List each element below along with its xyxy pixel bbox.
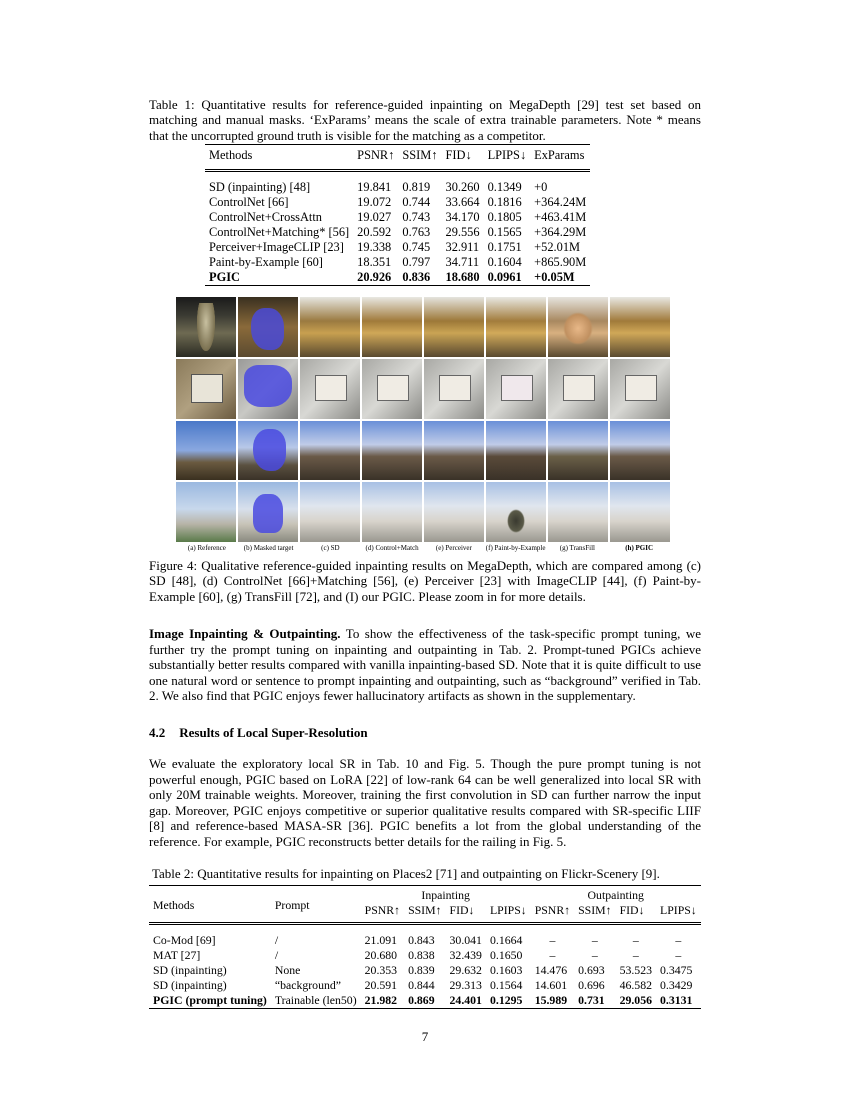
table-row (205, 210, 590, 225)
table-cell: 33.664 (445, 195, 480, 209)
figure-image (610, 482, 670, 542)
table-cell: Paint-by-Example [60] (209, 255, 323, 269)
figure-image (176, 421, 236, 481)
figure-label: (c) SD (321, 544, 340, 552)
table1-caption: Table 1: Quantitative results for reference-guided inpainting on MegaDepth [29] test set based on matching and manual masks. ‘ExParams’ means the scale of extra trainable parameters. Note * means that the uncorrupted ground truth is visible for the matching as a competitor. (149, 97, 701, 143)
table-cell: 32.439 (449, 948, 482, 962)
inpainting-paragraph (149, 626, 701, 704)
table-cell: 30.041 (449, 933, 482, 947)
table-cell: – (632, 948, 639, 962)
table-cell: ControlNet+CrossAttn (209, 210, 322, 224)
table-cell: +0 (534, 180, 548, 194)
table-cell: 29.313 (449, 978, 482, 992)
table-row (149, 948, 701, 963)
section-number: 4.2 (149, 725, 166, 740)
table1-header: FID↓ (445, 148, 472, 162)
section-heading (149, 725, 368, 741)
figure-image (548, 482, 608, 542)
figure-label: (d) Control+Match (365, 544, 419, 552)
figure4-labels (176, 544, 670, 552)
figure-image (238, 359, 298, 419)
table1-header: ExParams (534, 148, 585, 162)
table-cell: 19.027 (357, 210, 392, 224)
table2-header: LPIPS↓ (660, 903, 697, 917)
table-cell: PGIC (prompt tuning) (153, 993, 267, 1007)
figure-image (610, 421, 670, 481)
figure-image (424, 297, 484, 357)
table-cell: 32.911 (445, 240, 480, 254)
table-cell: MAT [27] (153, 948, 201, 962)
table-cell: +52.01M (534, 240, 581, 254)
table-cell: 14.601 (534, 978, 568, 992)
table-cell: 30.260 (445, 180, 480, 194)
figure-label: (a) Reference (187, 544, 226, 552)
table-cell: 0.3429 (660, 978, 693, 992)
table-cell: 0.869 (408, 993, 435, 1007)
table-cell: 0.1751 (487, 240, 522, 254)
table-cell: 20.592 (357, 225, 392, 239)
table1-header: SSIM↑ (402, 148, 438, 162)
figure-label: (f) Paint-by-Example (485, 544, 546, 552)
table-cell: 0.1650 (489, 948, 523, 962)
table-cell: 20.591 (364, 978, 398, 992)
table-cell: 0.1349 (487, 180, 522, 194)
figure-image (300, 359, 360, 419)
figure-image (424, 359, 484, 419)
table-cell: 0.1664 (489, 933, 523, 947)
table-cell: – (675, 948, 682, 962)
table-cell: 0.843 (408, 933, 435, 947)
table-row (149, 963, 701, 978)
paragraph-text: To show the effectiveness of the task-specific prompt tuning, we further try the prompt tuning on inpainting and outpainting in Tab. 2. Prompt-tuned PGICs achieve substantially better results compared with vanilla inpainting-based SD. Note that it is quite difficult to use one natural word or sentence to prompt inpainting and outpainting, such as “background” verified in Tab. 2. We also find that PGIC enjoys fewer hallucinatory artifacts as shown in the supplementary. (149, 626, 701, 704)
figure-image (176, 359, 236, 419)
figure-image (486, 482, 546, 542)
table-cell: / (274, 933, 279, 947)
table-cell: 29.056 (619, 993, 653, 1007)
table2-header: Inpainting (421, 888, 470, 902)
table-cell: 0.731 (578, 993, 605, 1007)
page-number: 7 (421, 1029, 429, 1044)
figure-label: (b) Masked target (243, 544, 294, 552)
table-cell: 0.844 (408, 978, 435, 992)
figure-image (362, 482, 422, 542)
table-cell: Co-Mod [69] (153, 933, 216, 947)
table-cell: 0.745 (402, 240, 431, 254)
figure-image (176, 297, 236, 357)
table1 (205, 144, 590, 286)
table-cell: PGIC (209, 270, 240, 284)
table-row (205, 270, 590, 286)
table-cell: 29.556 (445, 225, 480, 239)
table-cell: – (632, 933, 639, 947)
table2-header: FID↓ (619, 903, 645, 917)
table-cell: – (549, 933, 556, 947)
paragraph-heading: Image Inpainting & Outpainting. (149, 626, 341, 641)
table-cell: SD (inpainting) (153, 963, 227, 977)
figure-image (300, 482, 360, 542)
figure-image (486, 297, 546, 357)
table-cell: 0.763 (402, 225, 431, 239)
table-row (205, 255, 590, 270)
table-cell: 0.3475 (660, 963, 693, 977)
figure-image (362, 297, 422, 357)
table2-header: Methods (153, 897, 195, 912)
figure-image (424, 482, 484, 542)
table-cell: 0.797 (402, 255, 431, 269)
figure-image (300, 297, 360, 357)
table-cell: +463.41M (534, 210, 587, 224)
table-cell: 15.989 (534, 993, 568, 1007)
table-cell: 20.680 (364, 948, 398, 962)
table2 (149, 885, 701, 1009)
figure-image (486, 421, 546, 481)
table-cell: 19.841 (357, 180, 392, 194)
table-cell: ControlNet+Matching* [56] (209, 225, 350, 239)
table-cell: None (274, 963, 301, 977)
figure-image (548, 359, 608, 419)
table-cell: +364.29M (534, 225, 587, 239)
table-row (149, 993, 701, 1009)
figure-label: (e) Perceiver (435, 544, 472, 552)
table-cell: 19.072 (357, 195, 392, 209)
table1-header: PSNR↑ (357, 148, 395, 162)
table-cell: 0.1805 (487, 210, 522, 224)
table-row (149, 933, 701, 948)
table-cell: 0.1603 (489, 963, 523, 977)
table-cell: 18.351 (357, 255, 392, 269)
table-cell: 0.3131 (660, 993, 693, 1007)
figure-image (238, 297, 298, 357)
table-cell: +865.90M (534, 255, 587, 269)
figure-image (486, 359, 546, 419)
section-title: Results of Local Super-Resolution (179, 725, 368, 740)
table2-header-row (149, 886, 701, 904)
table-cell: 0.1604 (487, 255, 522, 269)
table-cell: Perceiver+ImageCLIP [23] (209, 240, 344, 254)
figure-image (362, 359, 422, 419)
table-cell: 0.1816 (487, 195, 522, 209)
table-cell: 0.1295 (489, 993, 523, 1007)
table-cell: 29.632 (449, 963, 482, 977)
figure-image (362, 421, 422, 481)
table-cell: – (591, 933, 598, 947)
local-sr-paragraph: We evaluate the exploratory local SR in Tab. 10 and Fig. 5. Though the pure prompt tuning is not powerful enough, PGIC based on LoRA [22] of low-rank 64 can be well generalized into local SR with only 20M trainable weights. Moreover, training the first convolution in SD can further narrow the input gap. Moreover, PGIC enjoys competitive or superior qualitative results compared with SR-specific LIIF [8] and reference-based MASA-SR [36]. PGIC benefits a lot from the global understanding of the reference. For example, PGIC reconstructs better details for the railing in Fig. 5. (149, 756, 701, 849)
table-cell: 18.680 (445, 270, 480, 284)
table-cell: 0.836 (402, 270, 431, 284)
table2-header: PSNR↑ (534, 903, 571, 917)
table2-header: FID↓ (449, 903, 475, 917)
figure-image (548, 421, 608, 481)
table-cell: 14.476 (534, 963, 568, 977)
table-cell: 0.1564 (489, 978, 523, 992)
figure-image (300, 421, 360, 481)
table2-header: LPIPS↓ (489, 903, 527, 917)
table-cell: ControlNet [66] (209, 195, 289, 209)
table-cell: SD (inpainting) [48] (209, 180, 311, 194)
table-cell: 21.091 (364, 933, 398, 947)
table2-header: Outpainting (587, 888, 644, 902)
table-cell: 34.170 (445, 210, 480, 224)
table-cell: 0.1565 (487, 225, 522, 239)
table-row (205, 195, 590, 210)
table-cell: 24.401 (449, 993, 482, 1007)
table-row (149, 978, 701, 993)
table2-caption: Table 2: Quantitative results for inpainting on Places2 [71] and outpainting on Flickr-Scenery [9]. (152, 866, 660, 881)
table2-header: PSNR↑ (364, 903, 401, 917)
table-cell: – (591, 948, 598, 962)
table-cell: 20.926 (357, 270, 392, 284)
figure-image (176, 482, 236, 542)
figure-image (238, 421, 298, 481)
table-cell: 53.523 (619, 963, 653, 977)
table1-header: Methods (209, 148, 253, 162)
figure-label: (g) TransFill (559, 544, 595, 552)
table1-header-row (205, 145, 590, 171)
table-row (205, 240, 590, 255)
table-cell: – (675, 933, 682, 947)
table-cell: 34.711 (445, 255, 480, 269)
table-cell: – (549, 948, 556, 962)
table-cell: 0.696 (578, 978, 605, 992)
table-cell: +0.05M (534, 270, 575, 284)
table-row (205, 225, 590, 240)
figure-image (238, 482, 298, 542)
figure-image (610, 359, 670, 419)
table-cell: 0.838 (408, 948, 435, 962)
figure4-caption: Figure 4: Qualitative reference-guided inpainting results on MegaDepth, which are compared among (c) SD [48], (d) ControlNet [66]+Matching [56], (e) Perceiver [23] with ImageCLIP [44], (f) Paint-by-Example [60], (g) TransFill [72], and (I) our PGIC. Please zoom in for more details. (149, 558, 701, 604)
table2-header: SSIM↑ (578, 903, 612, 917)
table-cell: 0.693 (578, 963, 605, 977)
table-cell: 0.839 (408, 963, 435, 977)
table2-header: Prompt (274, 897, 310, 912)
table2-header: SSIM↑ (408, 903, 442, 917)
table-cell: “background” (274, 978, 342, 992)
table-cell: 46.582 (619, 978, 653, 992)
table1-header: LPIPS↓ (487, 148, 527, 162)
table-cell: 0.0961 (487, 270, 522, 284)
table-cell: 21.982 (364, 993, 398, 1007)
table-cell: 0.743 (402, 210, 431, 224)
table-cell: 20.353 (364, 963, 398, 977)
figure-image (424, 421, 484, 481)
table-cell: 19.338 (357, 240, 392, 254)
table-cell: / (274, 948, 279, 962)
figure-image (610, 297, 670, 357)
table-cell: +364.24M (534, 195, 587, 209)
figure-image (548, 297, 608, 357)
figure-label: (h) PGIC (625, 544, 654, 552)
figure4-image-grid (176, 297, 670, 542)
table-cell: Trainable (len50) (274, 993, 357, 1007)
table-cell: 0.819 (402, 180, 431, 194)
table-cell: SD (inpainting) (153, 978, 227, 992)
table-row (205, 180, 590, 195)
table-cell: 0.744 (402, 195, 431, 209)
